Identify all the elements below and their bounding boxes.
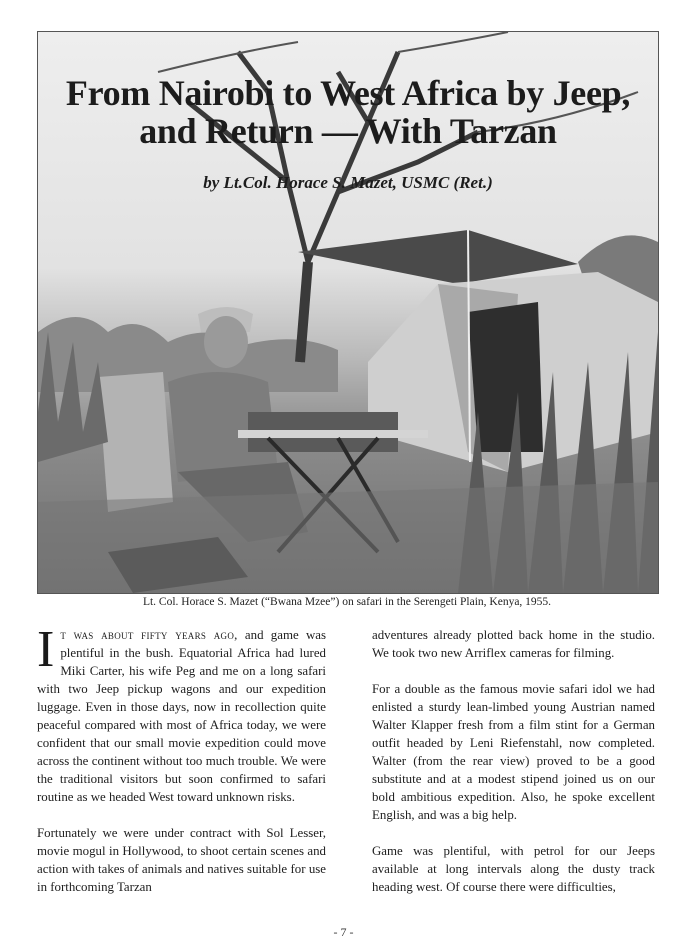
paragraph-1-text: and game was plentiful in the bush. Equatorial Africa had lured Miki Carter, his wife Peg and me on a long safari with two Jeep pickup wagons and our expedition luggage. Even in those days, now in recollection quite peaceful compared with most of Africa today, we were confident that our small movie expedition could move across the continent without too much trouble. We were the traditional visitors but soon confirmed to safari routine as we headed West toward unknown risks. (37, 628, 326, 804)
safari-photo (37, 31, 659, 594)
title-line-1: From Nairobi to West Africa by Jeep, (65, 73, 631, 113)
paragraph-2: Fortunately we were under contract with Sol Lesser, movie mogul in Hollywood, to shoot certain scenes and action with takes of animals and natives suitable for use in forthcoming Tarzan (37, 826, 326, 894)
paragraph-5: Game was plentiful, with petrol for our Jeeps available at long intervals along the dusty track heading west. Of course there were difficulties, (372, 844, 655, 894)
paragraph-4: For a double as the famous movie safari idol we had enlisted a sturdy lean-limbed young Austrian named Walter Klapper fresh from a film stint for a German outfit headed by Leni Riefenstahl, now completed. Walter (from the rear view) proved to be a good substitute and at a modest stipend joined us on our bold ambitious expedition. Also, he spoke excellent English, and was a big help. (372, 682, 655, 822)
page-number: - 7 - (333, 925, 354, 939)
paragraph-3: adventures already plotted back home in the studio. We took two new Arriflex cameras for filming. (372, 628, 655, 660)
photo-caption: Lt. Col. Horace S. Mazet (“Bwana Mzee”) on safari in the Serengeti Plain, Kenya, 1955. (142, 596, 552, 608)
article-title (38, 74, 658, 150)
left-column (37, 621, 326, 896)
title-line-2: and Return — With Tarzan (139, 111, 557, 151)
drop-cap: I (37, 621, 55, 678)
right-column (372, 626, 655, 896)
byline: by Lt.Col. Horace S. Mazet, USMC (Ret.) (203, 173, 493, 192)
paragraph-1 (37, 621, 326, 806)
lead-in: t was about fifty years ago, (60, 628, 238, 642)
